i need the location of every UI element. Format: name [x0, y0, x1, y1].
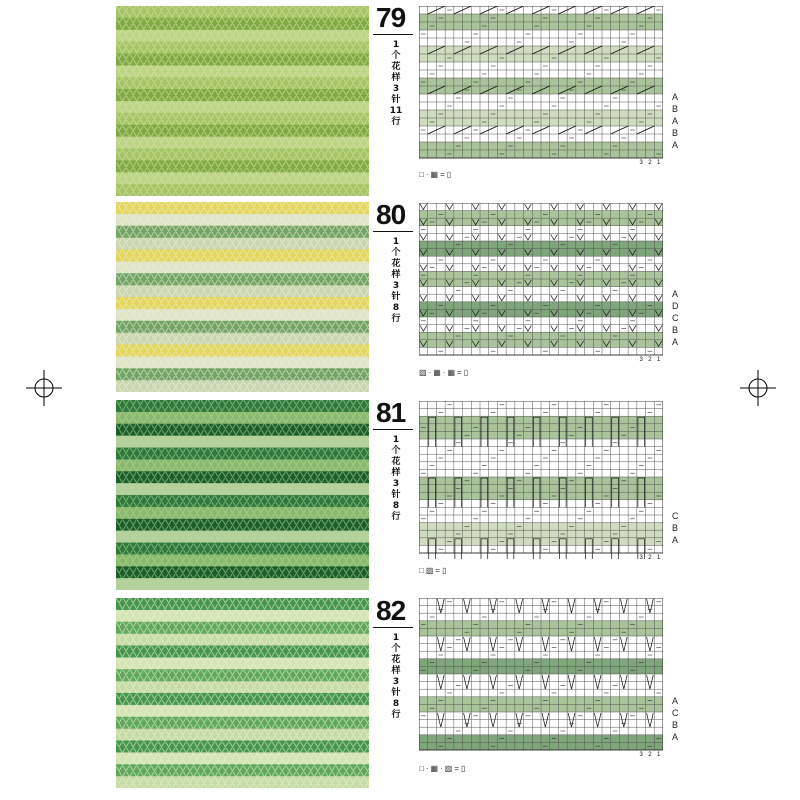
column-number: 2	[648, 160, 652, 164]
legend-symbol: ▯	[460, 764, 466, 773]
stitch-chart-81	[419, 401, 663, 559]
row-label: A	[672, 289, 679, 299]
legend-symbol: =	[435, 566, 441, 575]
legend-81	[419, 566, 446, 575]
legend-symbol: ▯	[463, 368, 469, 377]
row-label: A	[672, 535, 679, 545]
pattern-desc-81: 1个花样3针8行	[391, 435, 401, 522]
stitch-chart-79	[419, 6, 663, 164]
column-number: 2	[648, 357, 652, 361]
column-number: 3	[639, 357, 643, 361]
knit-swatch-82	[116, 598, 369, 788]
row-label: C	[672, 511, 679, 521]
legend-symbol: =	[454, 764, 459, 773]
legend-symbol: ▯	[442, 566, 447, 575]
legend-symbol: ▦	[433, 368, 441, 377]
legend-symbol: =	[457, 368, 462, 377]
column-number: 3	[639, 160, 643, 164]
row-label: B	[672, 523, 679, 533]
legend-symbol: ▨	[425, 566, 434, 575]
divider	[373, 429, 413, 430]
pattern-desc-82: 1个花样3针8行	[391, 633, 401, 720]
pattern-number-80: 80	[376, 199, 406, 230]
column-number: 3	[639, 555, 643, 559]
knit-swatch-81	[116, 400, 369, 590]
legend-symbol: □	[419, 566, 424, 575]
column-number: 3	[639, 752, 643, 756]
row-labels-79	[666, 6, 690, 164]
column-number: 1	[656, 555, 661, 559]
legend-symbol: ▯	[446, 170, 452, 179]
legend-symbol: ▦	[430, 170, 439, 179]
legend-symbol: ▨	[419, 368, 427, 377]
legend-symbol: ▦	[447, 368, 456, 377]
row-label: B	[672, 128, 679, 138]
row-label: A	[672, 92, 679, 102]
column-number: 1	[656, 752, 661, 756]
registration-mark-left	[26, 370, 62, 406]
row-labels-80	[666, 203, 690, 361]
column-number: 2	[648, 555, 652, 559]
row-label: A	[672, 140, 679, 150]
row-label: B	[672, 720, 679, 730]
row-label: A	[672, 337, 679, 347]
legend-symbol: ▦	[430, 764, 439, 773]
column-number: 2	[648, 752, 652, 756]
pattern-number-81: 81	[376, 397, 406, 428]
stitch-chart-80	[419, 203, 663, 361]
pattern-desc-80: 1个花样3针8行	[391, 237, 401, 324]
legend-symbol: ▨	[444, 764, 453, 773]
legend-symbol: =	[440, 170, 445, 179]
pattern-desc-79: 1个花样3针11行	[389, 40, 403, 127]
row-label: A	[672, 732, 679, 742]
stitch-chart-82	[419, 598, 663, 756]
legend-symbol: ·	[428, 368, 432, 377]
divider	[373, 34, 413, 35]
row-label: D	[672, 301, 679, 311]
legend-symbol: ·	[440, 764, 443, 773]
row-label: C	[672, 313, 679, 323]
divider	[373, 627, 413, 628]
legend-79	[419, 170, 451, 179]
legend-82	[419, 764, 465, 773]
column-number: 1	[656, 357, 661, 361]
knit-swatch-79	[116, 6, 369, 196]
registration-mark-right	[740, 370, 776, 406]
legend-symbol: ·	[425, 170, 429, 179]
legend-symbol: □	[419, 170, 424, 179]
column-number: 1	[656, 160, 661, 164]
legend-symbol: ·	[425, 764, 429, 773]
legend-symbol: □	[419, 764, 424, 773]
row-label: B	[672, 104, 679, 114]
legend-80	[419, 368, 468, 377]
legend-symbol: ·	[442, 368, 446, 377]
row-labels-82	[666, 598, 690, 756]
knit-swatch-80	[116, 202, 369, 392]
pattern-number-82: 82	[376, 595, 406, 626]
row-label: B	[672, 325, 679, 335]
pattern-number-79: 79	[376, 2, 406, 33]
row-labels-81	[666, 401, 690, 559]
row-label: C	[672, 708, 679, 718]
divider	[373, 231, 413, 232]
row-label: A	[672, 116, 679, 126]
row-label: A	[672, 696, 679, 706]
